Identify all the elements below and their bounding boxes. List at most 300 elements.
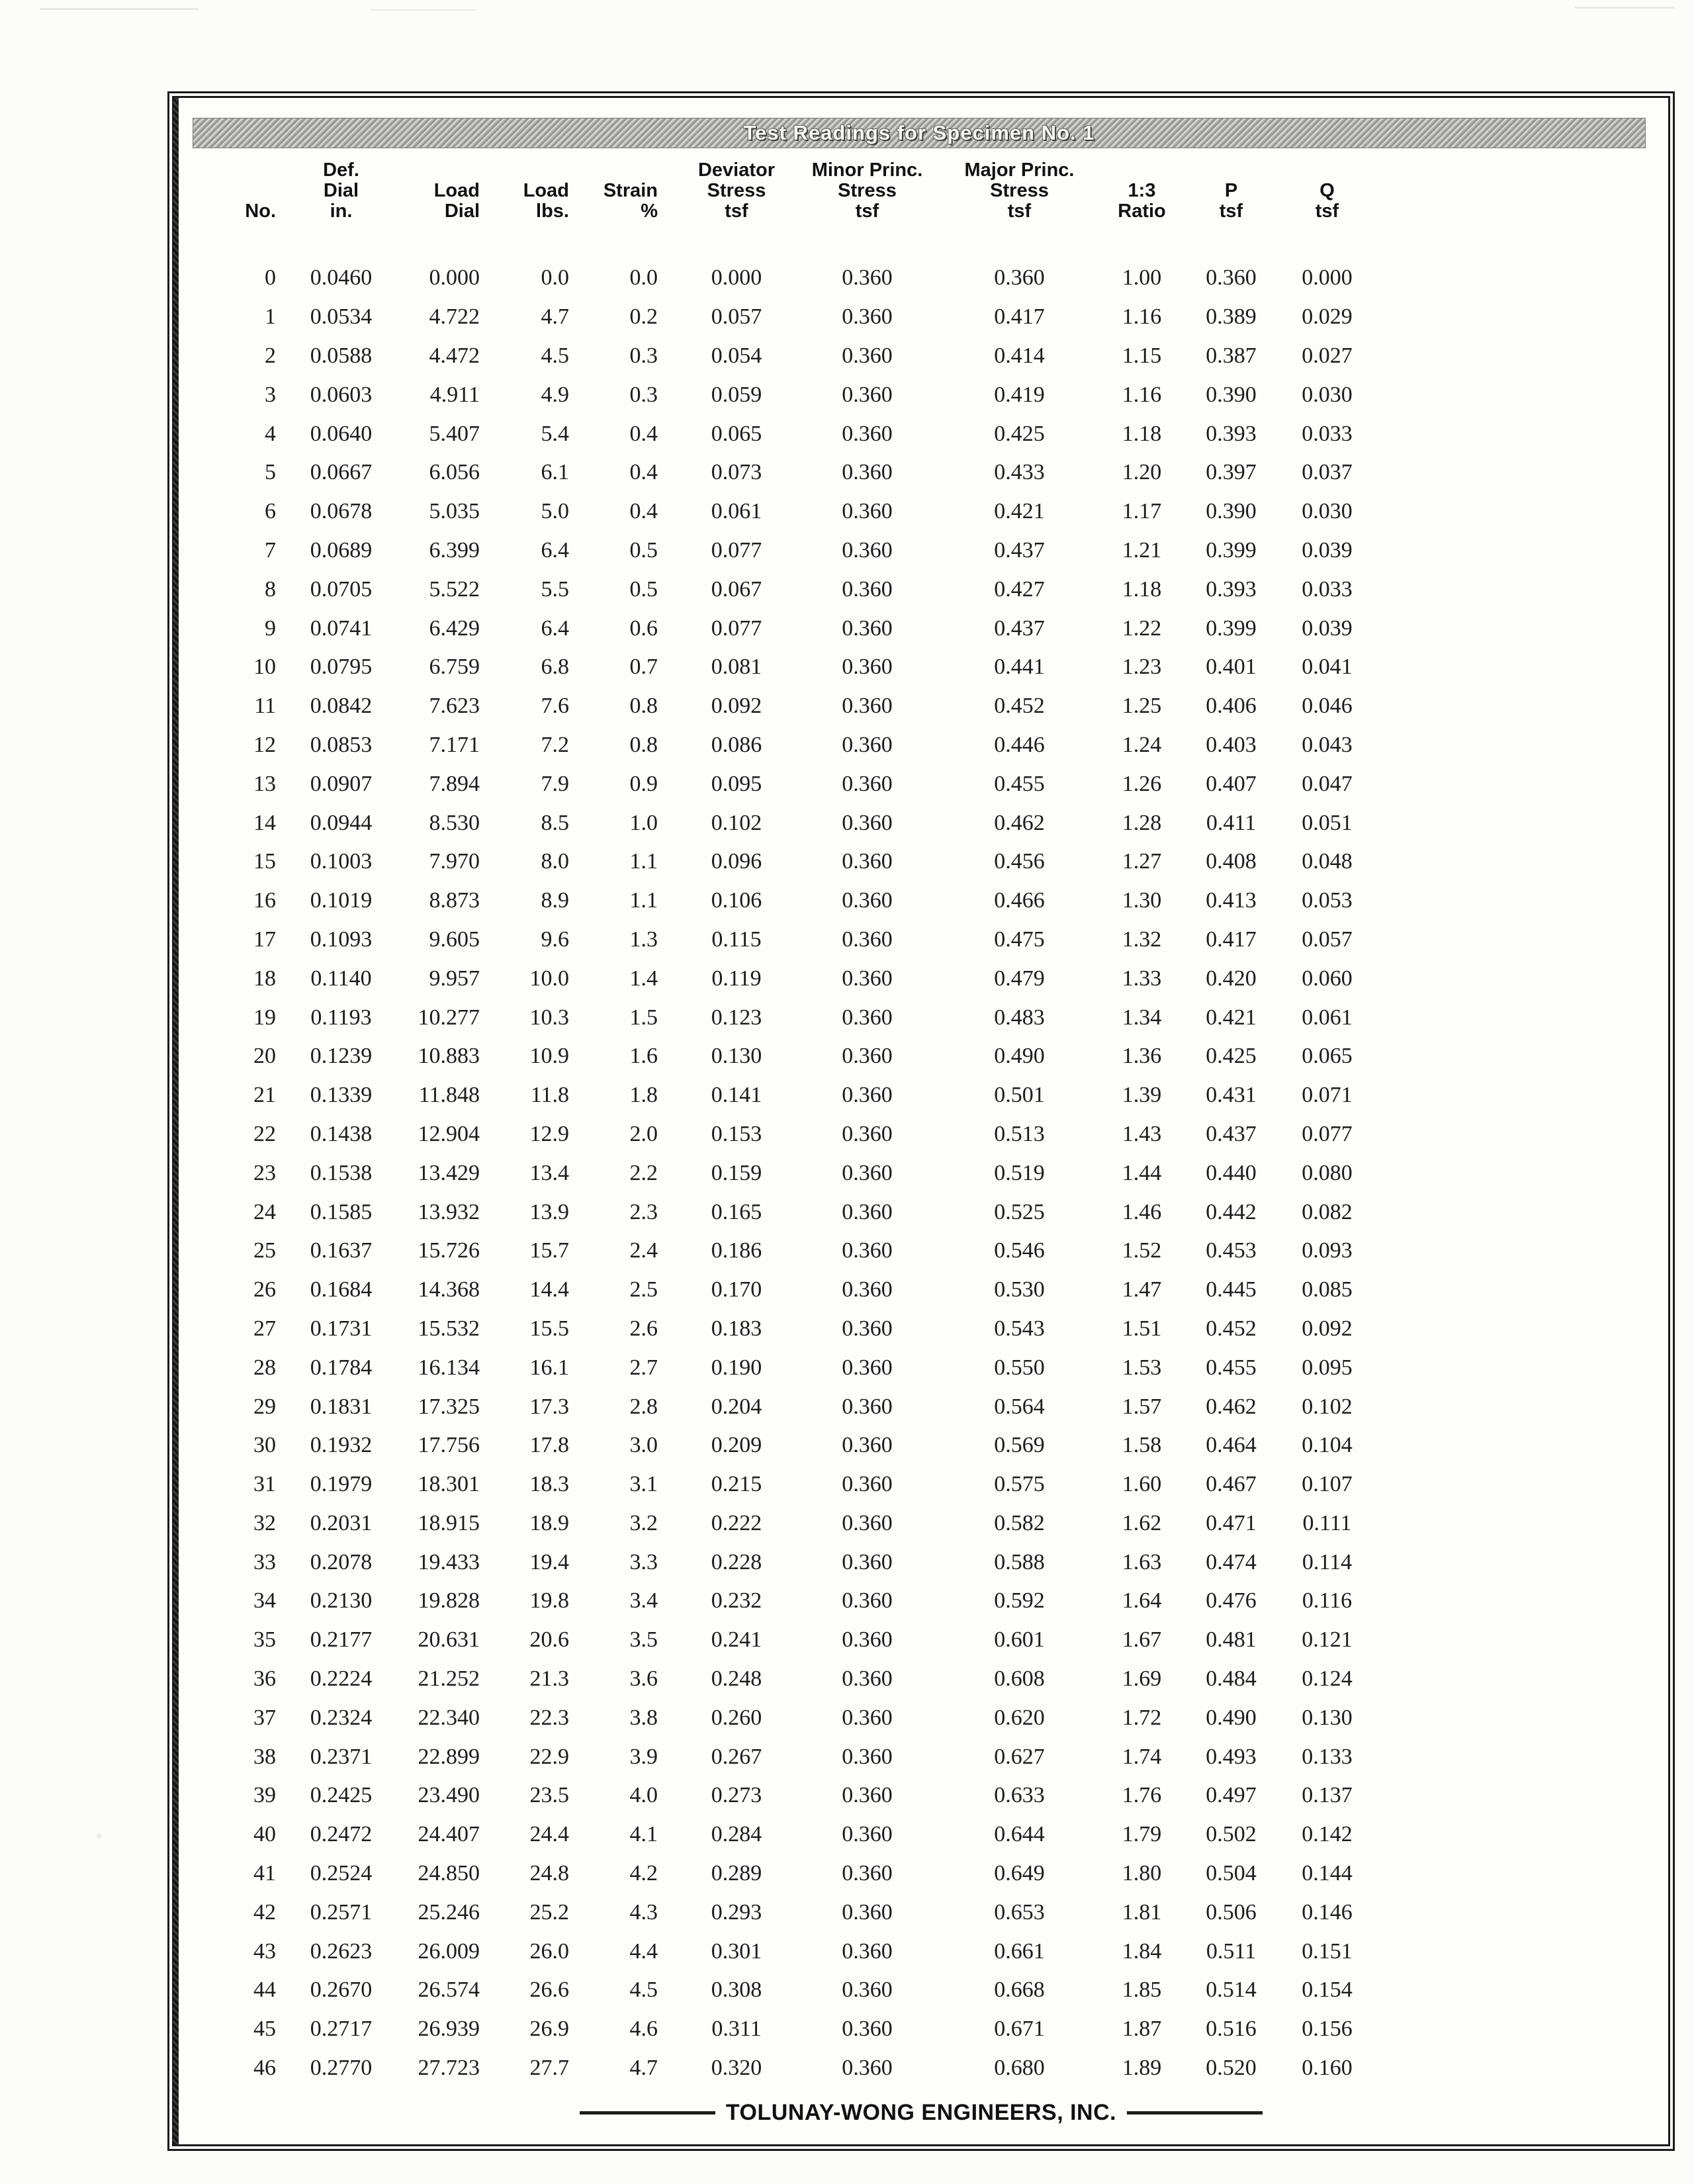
table-cell: 0.273: [711, 1783, 762, 1808]
table-cell: 0.360: [842, 576, 893, 602]
table-cell: 0.2324: [310, 1705, 373, 1730]
table-cell: 0.077: [1302, 1121, 1353, 1146]
table-cell: 0.360: [842, 966, 893, 991]
table-row: [204, 1621, 1378, 1660]
table-cell: 26.0: [529, 1938, 569, 1964]
table-cell: 0.1831: [310, 1394, 373, 1419]
table-cell: 1.32: [1122, 927, 1162, 952]
table-cell: 0.0667: [310, 460, 373, 485]
table-row: [204, 921, 1378, 960]
table-row: [204, 1387, 1378, 1426]
page-footer: [174, 2100, 1668, 2126]
table-cell: 0.399: [1206, 615, 1257, 641]
table-cell: 0.8: [629, 732, 658, 757]
table-cell: 0.311: [711, 2017, 762, 2042]
table-row: [204, 1971, 1378, 2010]
table-cell: 4.0: [629, 1783, 658, 1808]
header-cell: Def.: [323, 159, 359, 181]
table-cell: 5.407: [429, 421, 480, 446]
table-cell: 0.588: [994, 1549, 1045, 1574]
table-cell: 1.4: [629, 966, 658, 991]
table-cell: 0.260: [711, 1705, 762, 1730]
table-cell: 30: [253, 1433, 276, 1458]
table-cell: 0.0705: [310, 576, 373, 602]
table-cell: 0.085: [1302, 1277, 1353, 1302]
table-cell: 4.1: [629, 1822, 658, 1847]
table-cell: 0.1140: [310, 966, 372, 991]
table-cell: 0.360: [842, 655, 893, 680]
table-cell: 0.360: [842, 382, 893, 407]
table-cell: 4.472: [429, 343, 480, 368]
header-cell: Q: [1319, 180, 1335, 201]
readings-table: [204, 160, 1378, 2087]
table-cell: 0.437: [994, 537, 1045, 563]
table-cell: 0.041: [1302, 655, 1353, 680]
table-cell: 0.054: [711, 343, 762, 368]
header-cell: Stress: [838, 180, 897, 201]
table-cell: 0.092: [1302, 1316, 1353, 1341]
table-cell: 0.564: [994, 1394, 1045, 1419]
table-row: [204, 337, 1378, 376]
table-cell: 0.095: [1302, 1355, 1353, 1380]
table-cell: 0.061: [711, 499, 762, 524]
table-cell: 0.141: [711, 1083, 762, 1108]
table-cell: 25.2: [529, 1899, 569, 1925]
table-cell: 0.360: [842, 265, 893, 291]
table-cell: 0.360: [842, 1549, 893, 1574]
table-cell: 0.232: [711, 1588, 762, 1614]
table-cell: 0.116: [1302, 1588, 1353, 1614]
table-cell: 12.904: [418, 1121, 480, 1146]
table-cell: 8.5: [541, 810, 569, 835]
table-cell: 6.399: [429, 537, 480, 563]
table-cell: 2.4: [629, 1238, 658, 1263]
table-cell: 0.0534: [310, 304, 373, 330]
table-cell: 10.883: [418, 1044, 480, 1069]
table-cell: 23.490: [418, 1783, 480, 1808]
table-cell: 0.121: [1302, 1627, 1353, 1653]
table-cell: 9.605: [429, 927, 480, 952]
table-row: [204, 726, 1378, 765]
table-cell: 0.661: [994, 1938, 1045, 1964]
table-cell: 5.035: [429, 499, 480, 524]
table-cell: 17.756: [418, 1433, 480, 1458]
header-cell: [594, 160, 680, 181]
table-cell: 22.9: [529, 1744, 569, 1769]
header-cell: [402, 160, 498, 181]
table-cell: 1.79: [1122, 1822, 1162, 1847]
table-cell: 0.1239: [310, 1044, 373, 1069]
table-cell: 0.360: [842, 1355, 893, 1380]
table-cell: 1.16: [1122, 304, 1162, 330]
table-cell: 14.4: [529, 1277, 569, 1302]
table-cell: 0.2: [629, 304, 658, 330]
table-cell: 0.466: [994, 888, 1045, 913]
table-cell: 0.039: [1302, 537, 1353, 563]
table-cell: 0.186: [711, 1238, 762, 1263]
table-cell: 44: [253, 1978, 276, 2003]
table-cell: 0.065: [1302, 1044, 1353, 1069]
table-cell: 0.413: [1206, 888, 1257, 913]
table-cell: 24: [253, 1199, 276, 1224]
table-cell: 0.360: [842, 2017, 893, 2042]
table-cell: 38: [253, 1744, 276, 1769]
table-cell: 26: [253, 1277, 276, 1302]
table-cell: 0.4: [629, 499, 658, 524]
table-cell: 33: [253, 1549, 276, 1574]
table-cell: 0.360: [842, 927, 893, 952]
table-cell: 26.6: [529, 1978, 569, 2003]
table-cell: 25.246: [418, 1899, 480, 1925]
table-cell: 0.408: [1206, 849, 1257, 874]
table-row: [204, 1348, 1378, 1387]
header-cell: tsf: [855, 201, 879, 222]
table-cell: 0.360: [842, 1083, 893, 1108]
table-cell: 0.403: [1206, 732, 1257, 757]
table-cell: 0.427: [994, 576, 1045, 602]
table-cell: 0.039: [1302, 615, 1353, 641]
table-cell: 0.476: [1206, 1588, 1257, 1614]
table-row: [204, 764, 1378, 803]
table-cell: 0.425: [1206, 1044, 1257, 1069]
table-cell: 0.360: [842, 1822, 893, 1847]
table-cell: 0.360: [842, 1316, 893, 1341]
table-row: [204, 998, 1378, 1037]
table-cell: 1.81: [1122, 1899, 1162, 1925]
table-cell: 1.89: [1122, 2056, 1162, 2081]
header-cell: Stress: [707, 180, 766, 201]
table-cell: 4.3: [629, 1899, 658, 1925]
table-cell: 0.1784: [310, 1355, 373, 1380]
table-cell: 0: [265, 265, 276, 291]
table-row: [204, 1115, 1378, 1154]
table-cell: 3: [265, 382, 276, 407]
table-cell: 0.057: [711, 304, 762, 330]
table-cell: 1.43: [1122, 1121, 1162, 1146]
table-row: [204, 1698, 1378, 1737]
table-cell: 1.16: [1122, 382, 1162, 407]
table-cell: 2: [265, 343, 276, 368]
table-cell: 16: [253, 888, 276, 913]
table-cell: 13: [253, 771, 276, 796]
header-line-l3: [204, 201, 1378, 259]
table-row: [204, 1154, 1378, 1193]
table-cell: 1.34: [1122, 1005, 1162, 1030]
table-cell: 9.957: [429, 966, 480, 991]
table-cell: 0.065: [711, 421, 762, 446]
table-cell: 0.027: [1302, 343, 1353, 368]
table-cell: 2.3: [629, 1199, 658, 1224]
table-cell: 0.360: [842, 1238, 893, 1263]
table-cell: 0.437: [1206, 1121, 1257, 1146]
table-cell: 1.25: [1122, 694, 1162, 719]
table-cell: 0.5: [629, 537, 658, 563]
table-cell: 7: [265, 537, 276, 563]
table-cell: 2.7: [629, 1355, 658, 1380]
table-cell: 17.3: [529, 1394, 569, 1419]
table-cell: 0.124: [1302, 1666, 1353, 1692]
header-cell: tsf: [725, 201, 748, 222]
header-cell: [204, 181, 280, 201]
header-cell: No.: [245, 201, 276, 222]
table-cell: 0.360: [842, 343, 893, 368]
table-cell: 11: [254, 694, 276, 719]
table-cell: 7.9: [541, 771, 569, 796]
table-cell: 3.9: [629, 1744, 658, 1769]
table-row: [204, 259, 1378, 298]
table-cell: 0.1731: [310, 1316, 373, 1341]
table-cell: 20.6: [529, 1627, 569, 1653]
header-cell: [1186, 160, 1276, 181]
table-cell: 15.7: [529, 1238, 569, 1263]
table-cell: 1.67: [1122, 1627, 1162, 1653]
table-cell: 0.0460: [310, 265, 373, 291]
table-cell: 3.6: [629, 1666, 658, 1692]
table-cell: 1.8: [629, 1083, 658, 1108]
table-cell: 0.067: [711, 576, 762, 602]
table-cell: 0.525: [994, 1199, 1045, 1224]
table-cell: 0.2717: [310, 2017, 373, 2042]
table-cell: 10.277: [418, 1005, 480, 1030]
table-cell: 0.1585: [310, 1199, 373, 1224]
table-cell: 3.1: [629, 1472, 658, 1497]
table-cell: 0.433: [994, 460, 1045, 485]
table-cell: 4.5: [629, 1978, 658, 2003]
table-cell: 0.483: [994, 1005, 1045, 1030]
table-cell: 0.209: [711, 1433, 762, 1458]
table-cell: 15.5: [529, 1316, 569, 1341]
table-cell: 4.722: [429, 304, 480, 330]
table-cell: 0.086: [711, 732, 762, 757]
table-cell: 0.2177: [310, 1627, 373, 1653]
table-cell: 1.33: [1122, 966, 1162, 991]
table-cell: 3.3: [629, 1549, 658, 1574]
table-cell: 0.095: [711, 771, 762, 796]
table-cell: 0.360: [842, 537, 893, 563]
table-cell: 0.393: [1206, 576, 1257, 602]
header-cell: tsf: [1315, 201, 1339, 222]
table-cell: 0.2130: [310, 1588, 373, 1614]
table-cell: 0.456: [994, 849, 1045, 874]
table-cell: 0.452: [1206, 1316, 1257, 1341]
table-cell: 0.2524: [310, 1861, 373, 1886]
table-cell: 0.441: [994, 655, 1045, 680]
table-cell: 0.502: [1206, 1822, 1257, 1847]
table-row: [204, 2049, 1378, 2088]
table-cell: 2.2: [629, 1160, 658, 1185]
table-cell: 0.462: [994, 810, 1045, 835]
table-cell: 0.0795: [310, 655, 373, 680]
table-cell: 0.360: [842, 1861, 893, 1886]
table-cell: 0.059: [711, 382, 762, 407]
table-cell: 0.6: [629, 615, 658, 641]
table-cell: 0.2472: [310, 1822, 373, 1847]
table-cell: 0.142: [1302, 1822, 1353, 1847]
table-cell: 11.848: [418, 1083, 480, 1108]
table-cell: 0.047: [1302, 771, 1353, 796]
table-cell: 0.0689: [310, 537, 373, 563]
table-cell: 0.360: [842, 1666, 893, 1692]
table-row: [204, 1932, 1378, 1971]
table-cell: 23: [253, 1160, 276, 1185]
table-cell: 6.429: [429, 615, 480, 641]
table-cell: 2.0: [629, 1121, 658, 1146]
table-cell: 26.009: [418, 1938, 480, 1964]
table-cell: 1.21: [1122, 537, 1162, 563]
table-cell: 1.87: [1122, 2017, 1162, 2042]
table-row: [204, 1854, 1378, 1893]
table-cell: 46: [253, 2056, 276, 2081]
table-cell: 0.406: [1206, 694, 1257, 719]
table-row: [204, 375, 1378, 414]
table-cell: 19.828: [418, 1588, 480, 1614]
table-cell: 0.452: [994, 694, 1045, 719]
table-cell: 3.4: [629, 1588, 658, 1614]
table-cell: 0.620: [994, 1705, 1045, 1730]
table-cell: 0.653: [994, 1899, 1045, 1925]
table-cell: 1.60: [1122, 1472, 1162, 1497]
table-cell: 0.204: [711, 1394, 762, 1419]
table-cell: 0.123: [711, 1005, 762, 1030]
table-cell: 0.1932: [310, 1433, 373, 1458]
table-cell: 0.2623: [310, 1938, 373, 1964]
table-cell: 18.3: [529, 1472, 569, 1497]
table-cell: 0.130: [711, 1044, 762, 1069]
table-cell: 0.0678: [310, 499, 373, 524]
table-cell: 0.360: [842, 888, 893, 913]
table-row: [204, 1310, 1378, 1349]
table-cell: 0.501: [994, 1083, 1045, 1108]
table-cell: 0.000: [429, 265, 480, 291]
table-cell: 0.575: [994, 1472, 1045, 1497]
table-cell: 0.360: [842, 1394, 893, 1419]
table-cell: 0.133: [1302, 1744, 1353, 1769]
table-cell: 0.421: [1206, 1005, 1257, 1030]
table-cell: 12: [253, 732, 276, 757]
table-cell: 13.4: [529, 1160, 569, 1185]
table-cell: 22.3: [529, 1705, 569, 1730]
table-row: [204, 2010, 1378, 2049]
table-cell: 14: [253, 810, 276, 835]
table-cell: 4.9: [541, 382, 569, 407]
table-cell: 1.64: [1122, 1588, 1162, 1614]
table-cell: 0.644: [994, 1822, 1045, 1847]
table-cell: 0.1193: [310, 1005, 372, 1030]
footer-company-name: TOLUNAY-WONG ENGINEERS, INC.: [725, 2100, 1117, 2125]
table-cell: 1.51: [1122, 1316, 1162, 1341]
table-cell: 0.104: [1302, 1433, 1353, 1458]
table-cell: 4.7: [629, 2056, 658, 2081]
table-cell: 1.6: [629, 1044, 658, 1069]
table-cell: 1.17: [1122, 499, 1162, 524]
table-cell: 2.5: [629, 1277, 658, 1302]
table-row: [204, 570, 1378, 609]
table-cell: 0.2224: [310, 1666, 373, 1692]
table-cell: 14.368: [418, 1277, 480, 1302]
table-cell: 0.080: [1302, 1160, 1353, 1185]
table-cell: 22: [253, 1121, 276, 1146]
table-cell: 11.8: [530, 1083, 569, 1108]
table-header: [204, 160, 1378, 259]
table-cell: 1.1: [629, 888, 658, 913]
table-cell: 0.389: [1206, 304, 1257, 330]
table-cell: 0.513: [994, 1121, 1045, 1146]
table-cell: 1.1: [629, 849, 658, 874]
table-cell: 7.171: [429, 732, 480, 757]
table-cell: 0.360: [842, 421, 893, 446]
table-row: [204, 1582, 1378, 1621]
table-cell: 0.543: [994, 1316, 1045, 1341]
table-cell: 0.3: [629, 382, 658, 407]
table-cell: 6.4: [541, 615, 569, 641]
table-cell: 0.471: [1206, 1510, 1257, 1535]
table-row: [204, 1271, 1378, 1310]
table-cell: 41: [253, 1861, 276, 1886]
table-cell: 23.5: [529, 1783, 569, 1808]
table-cell: 27.7: [529, 2056, 569, 2081]
table-cell: 0.360: [842, 1705, 893, 1730]
table-cell: 0.592: [994, 1588, 1045, 1614]
table-cell: 8.873: [429, 888, 480, 913]
table-cell: 0.215: [711, 1472, 762, 1497]
table-cell: 0.519: [994, 1160, 1045, 1185]
table-cell: 1.76: [1122, 1783, 1162, 1808]
table-cell: 0.467: [1206, 1472, 1257, 1497]
table-cell: 19.433: [418, 1549, 480, 1574]
table-cell: 5: [265, 460, 276, 485]
table-cell: 0.107: [1302, 1472, 1353, 1497]
table-cell: 29: [253, 1394, 276, 1419]
table-row: [204, 1426, 1378, 1465]
table-cell: 0.5: [629, 576, 658, 602]
table-cell: 0.360: [842, 1433, 893, 1458]
table-cell: 1.5: [629, 1005, 658, 1030]
table-cell: 0.514: [1206, 1978, 1257, 2003]
table-cell: 0.360: [842, 615, 893, 641]
table-cell: 0.190: [711, 1355, 762, 1380]
table-cell: 18.9: [529, 1510, 569, 1535]
table-cell: 0.183: [711, 1316, 762, 1341]
table-cell: 0.360: [842, 1938, 893, 1964]
table-row: [204, 1193, 1378, 1232]
table-cell: 0.0741: [310, 615, 373, 641]
header-cell: Minor Princ.: [811, 159, 923, 181]
table-cell: 1.63: [1122, 1549, 1162, 1574]
table-cell: 0.360: [842, 1044, 893, 1069]
table-cell: 0.4: [629, 460, 658, 485]
table-cell: 0.453: [1206, 1238, 1257, 1263]
table-cell: 0.360: [842, 694, 893, 719]
table-cell: 1.52: [1122, 1238, 1162, 1263]
header-cell: Dial: [323, 180, 359, 201]
table-cell: 0.093: [1302, 1238, 1353, 1263]
table-cell: 0.445: [1206, 1277, 1257, 1302]
table-cell: 0.153: [711, 1121, 762, 1146]
table-cell: 21.3: [529, 1666, 569, 1692]
table-cell: 0.7: [629, 655, 658, 680]
table-cell: 1.53: [1122, 1355, 1162, 1380]
table-cell: 0.431: [1206, 1083, 1257, 1108]
table-cell: 0.267: [711, 1744, 762, 1769]
page-title: Test Readings for Specimen No. 1: [743, 121, 1095, 144]
table-cell: 17.325: [418, 1394, 480, 1419]
table-cell: 1.57: [1122, 1394, 1162, 1419]
table-cell: 0.0588: [310, 343, 373, 368]
table-cell: 0.030: [1302, 382, 1353, 407]
table-cell: 0.440: [1206, 1160, 1257, 1185]
binding-edge: [173, 98, 179, 2144]
table-row: [204, 1737, 1378, 1776]
